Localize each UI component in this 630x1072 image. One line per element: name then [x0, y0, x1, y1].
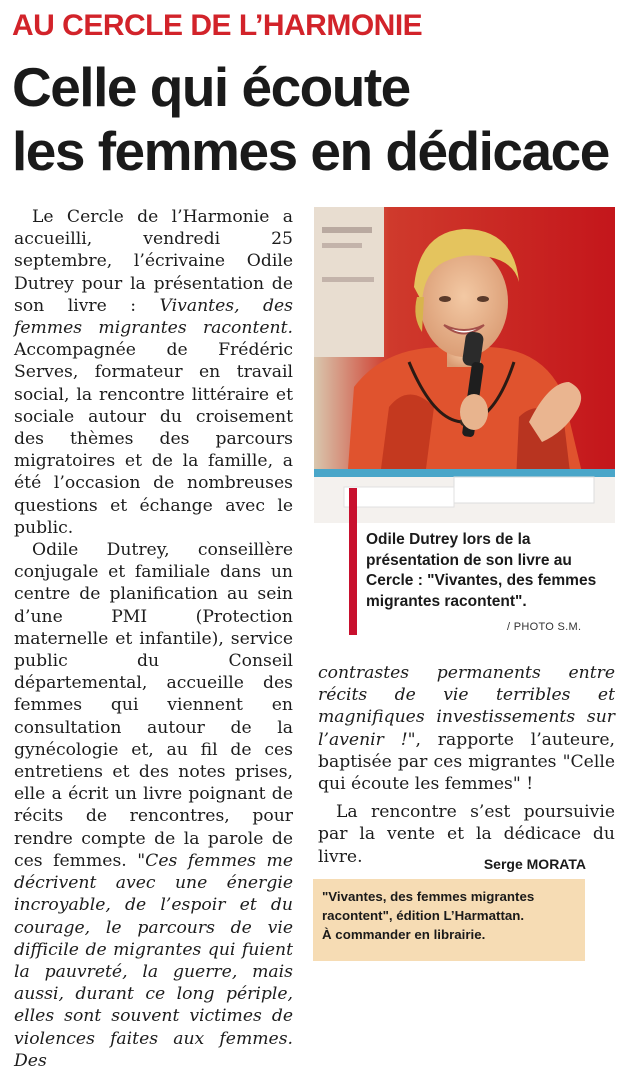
caption-accent-bar	[349, 488, 357, 635]
book-info-box	[313, 879, 585, 961]
infobox-line-1: "Vivantes, des femmes migrantes	[322, 889, 535, 904]
infobox-line-2: racontent", édition L’Harmattan.	[322, 908, 525, 923]
headline-line-1: Celle qui écoute	[12, 56, 410, 118]
photo-image	[314, 207, 615, 523]
body-paragraph-2	[14, 539, 293, 1072]
infobox-line-3: À commander en librairie.	[322, 927, 486, 942]
photo-caption: Odile Dutrey lors de la présentation de son livre au Cercle : "Vivantes, des femmes migrantes racontent".	[366, 531, 597, 610]
body-column-right	[318, 662, 615, 868]
photo-credit: / PHOTO S.M.	[507, 621, 582, 633]
body-paragraph-3	[318, 662, 615, 795]
body-paragraph-4: La rencontre s’est poursuivie par la vente et la dédicace du livre.	[318, 802, 615, 867]
p1-text-a: Le Cercle de l’Harmonie a accueilli, vendredi 25 septembre, l’écrivaine Odile Dutrey pour la présentation de son livre :	[14, 207, 293, 316]
p1-text-b: Accompagnée de Frédéric Serves, formateur en travail social, la rencontre littéraire et sociale autour du croisement des thèmes des parcours migratoires et de la famille, a été l’occasion de nombreuses questions et échange avec le public.	[14, 340, 293, 538]
body-column-left	[14, 206, 294, 1071]
p3-text: , rapporte l’auteure, baptisée par ces migrantes "Celle qui écoute les femmes" !	[318, 729, 616, 795]
author-byline: Serge MORATA	[483, 856, 586, 872]
body-paragraph-1	[14, 206, 293, 539]
section-kicker: AU CERCLE DE L’HARMONIE	[12, 9, 423, 42]
p2-text-a: Odile Dutrey, conseillère conjugale et familiale dans un centre de planification au sein d’une PMI (Protection maternelle et infantile), service public du Conseil départemental, accueille des femmes qui viennent en consultation autour de la gynécologie et, au fil de ces entretiens et des notes prises, elle a écrit un livre poignant de récits de rencontres, pour rendre compte de la parole de ces femmes.	[14, 540, 293, 871]
article-headline	[12, 55, 622, 183]
article-photo	[314, 207, 615, 523]
headline-line-2: les femmes en dédicace	[12, 120, 609, 182]
p3-quote: contrastes permanents entre récits de vie terribles et magnifiques investissements sur l’avenir !"	[318, 663, 615, 750]
book-title-inline: Vivantes, des femmes migrantes racontent.	[14, 295, 294, 339]
p2-quote: "Ces femmes me décrivent avec une énergie incroyable, de l’espoir et du courage, le parcours de vie difficile de migrantes qui fuient la pauvreté, la guerre, mais aussi, durant ce long périple, elles sont souvent victimes de violences faites aux femmes. Des	[14, 850, 293, 1071]
